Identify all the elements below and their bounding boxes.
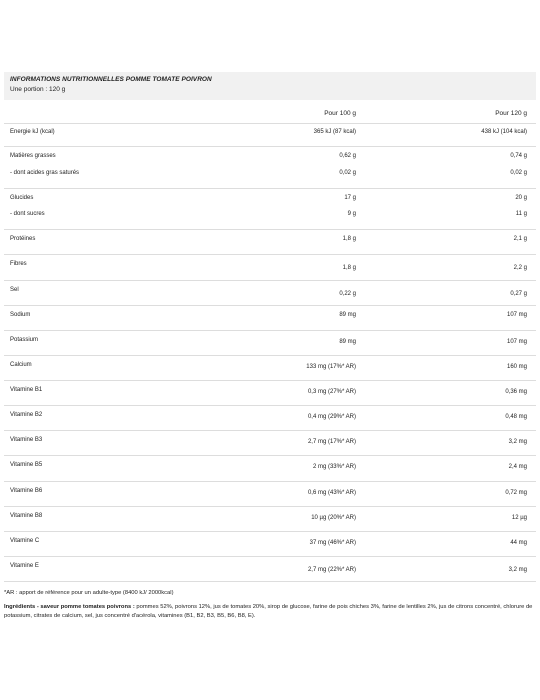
nutrient-label: Fibres <box>10 261 27 267</box>
nutrient-value-per-100g: 0,3 mg (27%* AR) <box>307 389 356 395</box>
ingredients-paragraph <box>4 603 534 621</box>
nutrient-value-per-120g: 3,2 mg <box>508 567 527 573</box>
nutrient-value-per-120g: 0,02 g <box>510 170 527 176</box>
nutrient-label: - dont acides gras saturés <box>10 170 80 176</box>
nutrient-value-per-100g: 0,4 mg (29%* AR) <box>307 414 356 420</box>
nutrient-label: Vitamine B8 <box>10 513 43 519</box>
ingredients-label: Ingrédients - saveur pomme tomates poivrons : <box>4 604 135 610</box>
nutrition-header <box>4 72 536 100</box>
nutrient-label: Calcium <box>10 362 32 368</box>
nutrient-value-per-100g: 37 mg (46%* AR) <box>309 540 356 546</box>
table-row-divider <box>4 455 536 456</box>
nutrient-value-per-100g: 0,22 g <box>339 291 356 297</box>
table-row-divider <box>4 123 536 124</box>
table-row-divider <box>4 531 536 532</box>
nutrient-value-per-100g: 0,02 g <box>339 170 356 176</box>
nutrient-label: Energie kJ (kcal) <box>10 129 55 135</box>
nutrient-label: Vitamine B5 <box>10 462 43 468</box>
nutrient-value-per-100g: 89 mg <box>339 312 356 318</box>
nutrient-value-per-120g: 11 g <box>515 211 527 217</box>
table-row-divider <box>4 146 536 147</box>
table-row-divider <box>4 581 536 582</box>
nutrient-label: Potassium <box>10 337 39 343</box>
nutrient-value-per-120g: 2,2 g <box>513 265 527 271</box>
table-row-divider <box>4 280 536 281</box>
table-row-divider <box>4 405 536 406</box>
nutrient-label: Vitamine B6 <box>10 488 43 494</box>
nutrient-value-per-120g: 0,36 mg <box>505 389 527 395</box>
nutrient-value-per-120g: 2,1 g <box>513 236 527 242</box>
nutrient-value-per-120g: 0,74 g <box>510 153 527 159</box>
nutrient-value-per-100g: 17 g <box>344 195 356 201</box>
nutrient-value-per-120g: 160 mg <box>506 364 527 370</box>
table-row-divider <box>4 380 536 381</box>
nutrient-value-per-120g: 20 g <box>515 195 527 201</box>
table-row-divider <box>4 188 536 189</box>
nutrient-label: - dont sucres <box>10 211 45 217</box>
nutrient-value-per-100g: 2,7 mg (17%* AR) <box>307 439 356 445</box>
nutrient-value-per-100g: 2 mg (33%* AR) <box>312 464 356 470</box>
nutrient-value-per-120g: 107 mg <box>506 339 527 345</box>
nutrient-value-per-100g: 9 g <box>347 211 356 217</box>
nutrient-value-per-120g: 0,72 mg <box>505 490 527 496</box>
nutrient-value-per-120g: 12 µg <box>511 515 527 521</box>
table-row-divider <box>4 229 536 230</box>
table-row-divider <box>4 430 536 431</box>
column-header-per-120g: Pour 120 g <box>495 110 527 117</box>
nutrient-label: Vitamine B2 <box>10 412 43 418</box>
nutrient-value-per-120g: 2,4 mg <box>508 464 527 470</box>
nutrient-value-per-100g: 1,8 g <box>342 265 356 271</box>
nutrient-value-per-120g: 0,48 mg <box>505 414 527 420</box>
nutrient-label: Vitamine B1 <box>10 387 43 393</box>
column-header-per-100g: Pour 100 g <box>324 110 356 117</box>
table-row-divider <box>4 305 536 306</box>
nutrient-value-per-100g: 0,62 g <box>339 153 356 159</box>
ingredients-text: pommes 52%, poivrons 12%, jus de tomates 20%, sirop de glucose, farine de pois chiches 3%, farine de lentilles 2%, jus de citrons concentré, chlorure de potassium, citrates de calcium, sel, jus concentré d'acérola, vitamines (B1, B2, B3, B5, B6, B8, E). <box>4 604 533 619</box>
nutrient-label: Sel <box>10 287 19 293</box>
nutrient-label: Vitamine E <box>10 563 39 569</box>
nutrient-value-per-100g: 1,8 g <box>342 236 356 242</box>
nutrient-value-per-120g: 0,27 g <box>510 291 527 297</box>
table-row-divider <box>4 556 536 557</box>
nutrient-value-per-120g: 44 mg <box>510 540 527 546</box>
table-row-divider <box>4 254 536 255</box>
nutrient-value-per-120g: 107 mg <box>506 312 527 318</box>
nutrition-title: INFORMATIONS NUTRITIONNELLES POMME TOMATE POIVRON <box>10 76 212 83</box>
table-row-divider <box>4 506 536 507</box>
nutrient-value-per-100g: 2,7 mg (22%* AR) <box>307 567 356 573</box>
nutrient-label: Sodium <box>10 312 31 318</box>
nutrient-value-per-120g: 438 kJ (104 kcal) <box>481 129 527 135</box>
table-row-divider <box>4 355 536 356</box>
nutrient-value-per-100g: 89 mg <box>339 339 356 345</box>
nutrient-value-per-100g: 365 kJ (87 kcal) <box>313 129 356 135</box>
reference-intake-footnote: *AR : apport de référence pour un adulte-type (8400 kJ/ 2000kcal) <box>4 590 174 596</box>
nutrient-label: Glucides <box>10 195 34 201</box>
nutrient-value-per-120g: 3,2 mg <box>508 439 527 445</box>
nutrient-value-per-100g: 0,6 mg (43%* AR) <box>307 490 356 496</box>
nutrient-value-per-100g: 10 µg (20%* AR) <box>311 515 356 521</box>
table-row-divider <box>4 481 536 482</box>
nutrient-label: Matières grasses <box>10 153 56 159</box>
nutrient-label: Vitamine B3 <box>10 437 43 443</box>
table-row-divider <box>4 330 536 331</box>
portion-size: Une portion : 120 g <box>10 86 66 93</box>
nutrient-value-per-100g: 133 mg (17%* AR) <box>306 364 356 370</box>
nutrient-label: Protéines <box>10 236 36 242</box>
nutrient-label: Vitamine C <box>10 538 40 544</box>
